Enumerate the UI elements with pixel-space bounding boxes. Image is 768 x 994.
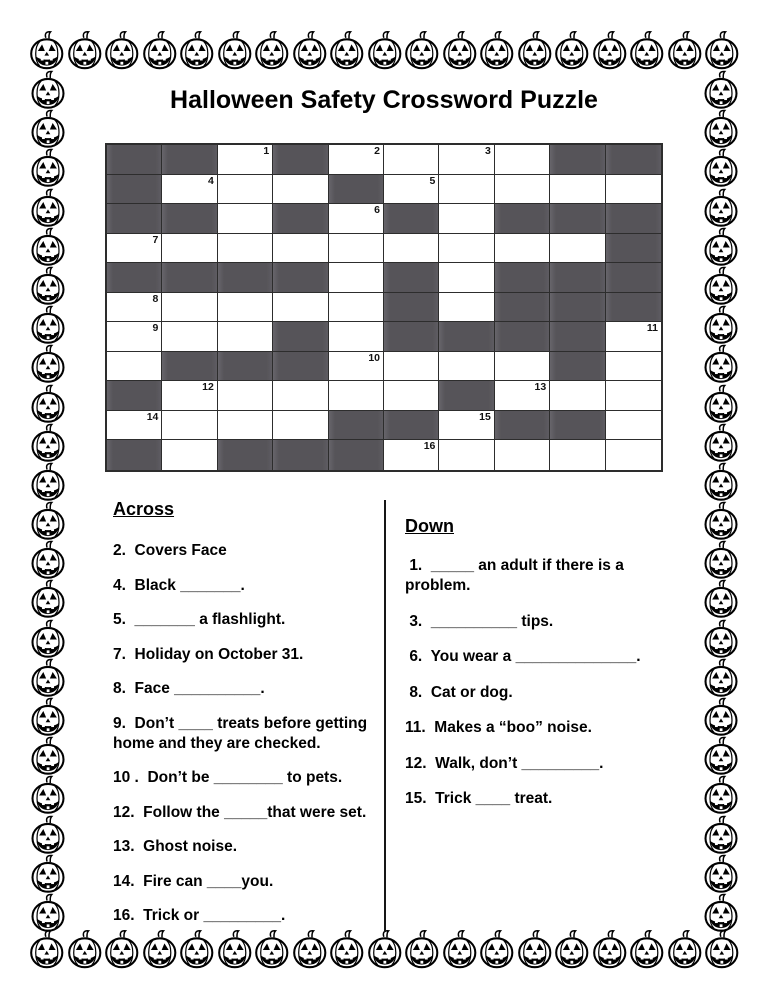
pumpkin-icon xyxy=(701,775,741,814)
pumpkin-icon xyxy=(701,109,741,148)
pumpkin-icon xyxy=(28,619,68,658)
pumpkin-icon xyxy=(701,423,741,462)
pumpkin-icon xyxy=(28,854,68,893)
pumpkin-icon xyxy=(553,929,591,969)
cell-number: 16 xyxy=(423,440,436,453)
grid-cell[interactable] xyxy=(384,440,439,470)
clue-item: 8. Face __________. xyxy=(113,680,265,697)
grid-cell[interactable] xyxy=(495,234,550,264)
grid-cell[interactable] xyxy=(550,234,605,264)
pumpkin-icon xyxy=(553,30,591,70)
blocked-cell xyxy=(550,145,605,175)
clue-item: 10 . Don’t be ________ to pets. xyxy=(113,769,343,786)
pumpkin-icon xyxy=(66,30,104,70)
blocked-cell xyxy=(550,411,605,441)
pumpkin-icon xyxy=(328,30,366,70)
pumpkin-icon xyxy=(701,305,741,344)
blocked-cell xyxy=(384,322,439,352)
clue-item: 4. Black _______. xyxy=(113,576,245,594)
grid-cell[interactable] xyxy=(329,352,384,382)
blocked-cell xyxy=(550,293,605,323)
grid-cell[interactable] xyxy=(550,175,605,205)
blocked-cell xyxy=(606,204,661,234)
blocked-cell xyxy=(550,352,605,382)
cell-number: 13 xyxy=(534,381,547,394)
grid-cell[interactable] xyxy=(495,440,550,470)
grid-cell[interactable] xyxy=(439,234,494,264)
blocked-cell xyxy=(606,234,661,264)
clue-item: 12. Walk, don’t _________. xyxy=(405,754,604,772)
cell-number: 6 xyxy=(374,204,380,217)
blocked-cell xyxy=(550,322,605,352)
pumpkin-icon xyxy=(701,579,741,618)
pumpkin-border-right xyxy=(701,70,741,932)
blocked-cell xyxy=(495,263,550,293)
down-heading: Down xyxy=(405,516,454,536)
pumpkin-icon xyxy=(28,188,68,227)
grid-cell[interactable] xyxy=(273,381,328,411)
clue-item: 5. _______ a flashlight. xyxy=(113,611,286,628)
clue-item: 9. Don’t ____ treats before getting home and they are checked. xyxy=(113,714,372,752)
blocked-cell xyxy=(107,175,162,205)
blocked-cell xyxy=(439,322,494,352)
pumpkin-icon xyxy=(591,30,629,70)
blocked-cell xyxy=(606,263,661,293)
pumpkin-icon xyxy=(403,929,441,969)
blocked-cell xyxy=(162,145,217,175)
blocked-cell xyxy=(273,352,328,382)
pumpkin-icon xyxy=(701,148,741,187)
grid-cell[interactable] xyxy=(439,352,494,382)
grid-cell[interactable] xyxy=(329,234,384,264)
clue-item: 15. Trick ____ treat. xyxy=(405,790,553,807)
grid-cell[interactable] xyxy=(218,381,273,411)
page-title: Halloween Safety Crossword Puzzle xyxy=(170,86,598,114)
clue-item: 8. Cat or dog. xyxy=(405,683,513,701)
pumpkin-icon xyxy=(701,893,741,932)
grid-cell[interactable] xyxy=(162,293,217,323)
grid-cell[interactable] xyxy=(384,145,439,175)
pumpkin-icon xyxy=(28,929,66,969)
cell-number: 1 xyxy=(263,145,270,157)
pumpkin-icon xyxy=(701,815,741,854)
grid-cell[interactable] xyxy=(329,322,384,352)
grid-cell[interactable] xyxy=(606,175,661,205)
cell-number: 12 xyxy=(202,381,214,394)
clue-item: 1. _____ an adult if there is a problem. xyxy=(405,557,629,594)
pumpkin-icon xyxy=(28,658,68,697)
pumpkin-icon xyxy=(28,384,68,423)
down-section xyxy=(405,515,673,825)
pumpkin-icon xyxy=(591,929,629,969)
pumpkin-border-left xyxy=(28,70,68,932)
pumpkin-icon xyxy=(701,736,741,775)
grid-cell[interactable] xyxy=(606,411,661,441)
blocked-cell xyxy=(495,204,550,234)
grid-cell[interactable] xyxy=(162,322,217,352)
grid-cell[interactable] xyxy=(384,234,439,264)
grid-cell[interactable] xyxy=(273,411,328,441)
blocked-cell xyxy=(495,293,550,323)
clues-divider xyxy=(384,500,386,932)
grid-cell[interactable] xyxy=(107,411,162,441)
pumpkin-icon xyxy=(701,501,741,540)
pumpkin-icon xyxy=(516,30,554,70)
blocked-cell xyxy=(329,411,384,441)
grid-cell[interactable] xyxy=(218,411,273,441)
grid-cell[interactable] xyxy=(495,175,550,205)
cell-number: 2 xyxy=(374,145,380,157)
pumpkin-icon xyxy=(701,266,741,305)
grid-cell[interactable] xyxy=(550,440,605,470)
blocked-cell xyxy=(162,263,217,293)
grid-cell[interactable] xyxy=(107,352,162,382)
grid-cell[interactable] xyxy=(218,204,273,234)
grid-cell[interactable] xyxy=(329,204,384,234)
pumpkin-icon xyxy=(28,893,68,932)
pumpkin-icon xyxy=(666,30,704,70)
grid-cell[interactable] xyxy=(439,293,494,323)
grid-cell[interactable] xyxy=(162,175,217,205)
pumpkin-icon xyxy=(28,227,68,266)
pumpkin-icon xyxy=(28,540,68,579)
pumpkin-icon xyxy=(628,30,666,70)
pumpkin-icon xyxy=(28,148,68,187)
grid-cell[interactable] xyxy=(384,175,439,205)
cell-number: 10 xyxy=(368,351,380,364)
grid-cell[interactable] xyxy=(329,145,384,175)
grid-cell[interactable] xyxy=(439,440,494,470)
blocked-cell xyxy=(107,145,162,175)
blocked-cell xyxy=(218,352,273,382)
pumpkin-icon xyxy=(28,775,68,814)
pumpkin-icon xyxy=(701,227,741,266)
clue-item: 2. Covers Face xyxy=(113,542,227,559)
blocked-cell xyxy=(329,440,384,470)
grid-cell[interactable] xyxy=(162,381,217,411)
cell-number: 3 xyxy=(484,145,491,157)
blocked-cell xyxy=(439,381,494,411)
grid-cell[interactable] xyxy=(439,411,494,441)
cell-number: 5 xyxy=(429,174,436,187)
blocked-cell xyxy=(162,204,217,234)
pumpkin-icon xyxy=(516,929,554,969)
blocked-cell xyxy=(162,352,217,382)
grid-cell[interactable] xyxy=(273,293,328,323)
grid-cell[interactable] xyxy=(439,145,494,175)
blocked-cell xyxy=(107,440,162,470)
grid-cell[interactable] xyxy=(218,175,273,205)
clue-item: 11. Makes a “boo” noise. xyxy=(405,719,592,736)
grid-cell[interactable] xyxy=(107,234,162,264)
blocked-cell xyxy=(384,204,439,234)
cell-number: 9 xyxy=(152,322,159,335)
blocked-cell xyxy=(606,145,661,175)
pumpkin-icon xyxy=(701,188,741,227)
grid-cell[interactable] xyxy=(550,381,605,411)
grid-cell[interactable] xyxy=(218,322,273,352)
pumpkin-icon xyxy=(28,579,68,618)
pumpkin-icon xyxy=(478,30,516,70)
pumpkin-icon xyxy=(403,30,441,70)
grid-cell[interactable] xyxy=(273,175,328,205)
cell-number: 7 xyxy=(152,233,159,246)
grid-cell[interactable] xyxy=(439,263,494,293)
cell-number: 4 xyxy=(207,174,214,187)
pumpkin-icon xyxy=(178,30,216,70)
grid-cell[interactable] xyxy=(606,440,661,470)
grid-cell[interactable] xyxy=(162,440,217,470)
pumpkin-icon xyxy=(666,929,704,969)
pumpkin-icon xyxy=(28,736,68,775)
cell-number: 14 xyxy=(146,410,159,423)
pumpkin-border-top xyxy=(28,30,741,70)
pumpkin-icon xyxy=(703,929,741,969)
pumpkin-icon xyxy=(441,929,479,969)
pumpkin-icon xyxy=(291,30,329,70)
pumpkin-icon xyxy=(701,540,741,579)
clue-item: 13. Ghost noise. xyxy=(113,838,238,855)
pumpkin-icon xyxy=(28,109,68,148)
grid-cell[interactable] xyxy=(218,234,273,264)
blocked-cell xyxy=(384,293,439,323)
pumpkin-icon xyxy=(366,30,404,70)
pumpkin-icon xyxy=(701,658,741,697)
grid-cell[interactable] xyxy=(495,381,550,411)
across-heading: Across xyxy=(113,499,175,519)
grid-cell[interactable] xyxy=(329,263,384,293)
blocked-cell xyxy=(273,263,328,293)
pumpkin-icon xyxy=(28,697,68,736)
clue-item: 6. You wear a ______________. xyxy=(405,648,641,665)
blocked-cell xyxy=(273,440,328,470)
grid-cell[interactable] xyxy=(606,322,661,352)
across-clue-list xyxy=(113,541,381,926)
grid-cell[interactable] xyxy=(439,175,494,205)
pumpkin-icon xyxy=(28,462,68,501)
blocked-cell xyxy=(218,263,273,293)
pumpkin-icon xyxy=(28,423,68,462)
pumpkin-icon xyxy=(28,30,66,70)
clue-item: 14. Fire can ____you. xyxy=(113,872,274,890)
cell-number: 11 xyxy=(646,322,658,335)
blocked-cell xyxy=(495,411,550,441)
across-section xyxy=(113,498,381,941)
clue-item: 7. Holiday on October 31. xyxy=(113,645,304,663)
grid-cell[interactable] xyxy=(107,293,162,323)
pumpkin-icon xyxy=(28,815,68,854)
pumpkin-icon xyxy=(703,30,741,70)
pumpkin-icon xyxy=(701,854,741,893)
clue-item: 16. Trick or _________. xyxy=(113,907,286,924)
cell-number: 15 xyxy=(479,410,491,423)
blocked-cell xyxy=(107,381,162,411)
blocked-cell xyxy=(107,204,162,234)
grid-cell[interactable] xyxy=(495,352,550,382)
cell-number: 8 xyxy=(152,292,159,305)
blocked-cell xyxy=(606,293,661,323)
down-clue-list xyxy=(405,556,673,809)
grid-cell[interactable] xyxy=(162,411,217,441)
pumpkin-icon xyxy=(701,619,741,658)
pumpkin-icon xyxy=(628,929,666,969)
blocked-cell xyxy=(273,322,328,352)
grid-cell[interactable] xyxy=(439,204,494,234)
grid-cell[interactable] xyxy=(273,234,328,264)
grid-cell[interactable] xyxy=(107,322,162,352)
pumpkin-icon xyxy=(701,462,741,501)
pumpkin-icon xyxy=(701,697,741,736)
grid-cell[interactable] xyxy=(162,234,217,264)
pumpkin-icon xyxy=(141,30,179,70)
pumpkin-icon xyxy=(216,30,254,70)
grid-cell[interactable] xyxy=(384,381,439,411)
pumpkin-icon xyxy=(66,929,104,969)
grid-cell[interactable] xyxy=(218,293,273,323)
pumpkin-icon xyxy=(441,30,479,70)
blocked-cell xyxy=(495,322,550,352)
grid-cell[interactable] xyxy=(218,145,273,175)
blocked-cell xyxy=(273,145,328,175)
pumpkin-icon xyxy=(478,929,516,969)
clue-item: 12. Follow the _____that were set. xyxy=(113,803,367,821)
clue-item: 3. __________ tips. xyxy=(405,612,554,630)
grid-cell[interactable] xyxy=(495,145,550,175)
blocked-cell xyxy=(384,263,439,293)
blocked-cell xyxy=(384,411,439,441)
grid-cell[interactable] xyxy=(329,293,384,323)
blocked-cell xyxy=(107,263,162,293)
crossword-grid xyxy=(105,143,663,472)
pumpkin-icon xyxy=(701,384,741,423)
pumpkin-icon xyxy=(28,305,68,344)
pumpkin-icon xyxy=(28,344,68,383)
blocked-cell xyxy=(550,263,605,293)
grid-cell[interactable] xyxy=(384,352,439,382)
pumpkin-icon xyxy=(103,30,141,70)
pumpkin-icon xyxy=(253,30,291,70)
blocked-cell xyxy=(218,440,273,470)
blocked-cell xyxy=(273,204,328,234)
pumpkin-icon xyxy=(28,266,68,305)
blocked-cell xyxy=(550,204,605,234)
blocked-cell xyxy=(329,175,384,205)
pumpkin-icon xyxy=(701,344,741,383)
grid-cell[interactable] xyxy=(606,352,661,382)
grid-cell[interactable] xyxy=(329,381,384,411)
grid-cell[interactable] xyxy=(606,381,661,411)
pumpkin-icon xyxy=(28,501,68,540)
